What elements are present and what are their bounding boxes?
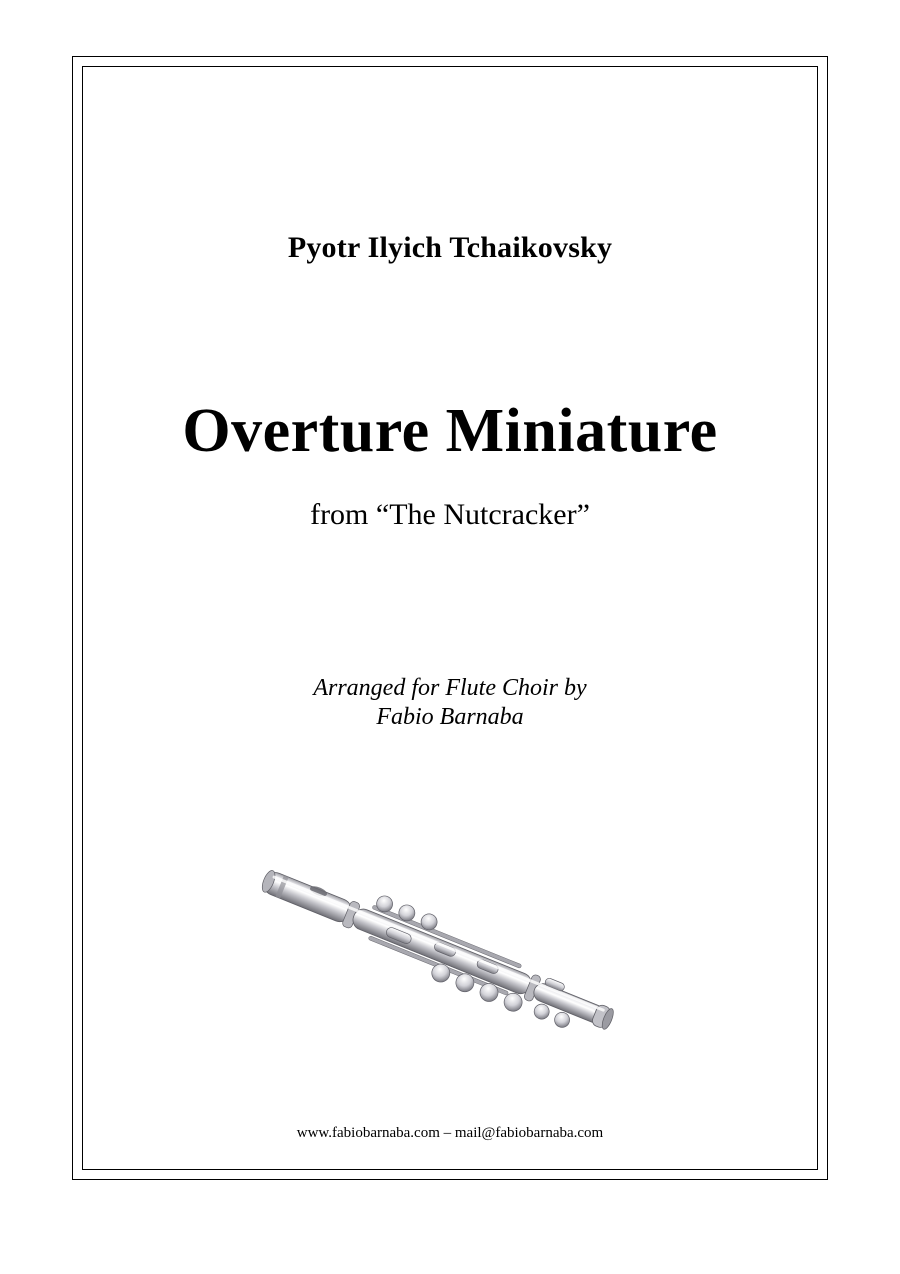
page-title: Overture Miniature	[182, 397, 718, 465]
work-source-subtitle: from “The Nutcracker”	[310, 498, 590, 531]
footer-contact: www.fabiobarnaba.com – mail@fabiobarnaba.com	[296, 1125, 604, 1141]
flute-illustration	[242, 856, 662, 1056]
composer-name: Pyotr Ilyich Tchaikovsky	[287, 231, 613, 264]
arranger-credit-line2: Fabio Barnaba	[376, 704, 524, 731]
page-content	[82, 66, 818, 1170]
arranger-credit	[82, 674, 818, 733]
arranger-credit-line1: Arranged for Flute Choir by	[313, 675, 587, 701]
